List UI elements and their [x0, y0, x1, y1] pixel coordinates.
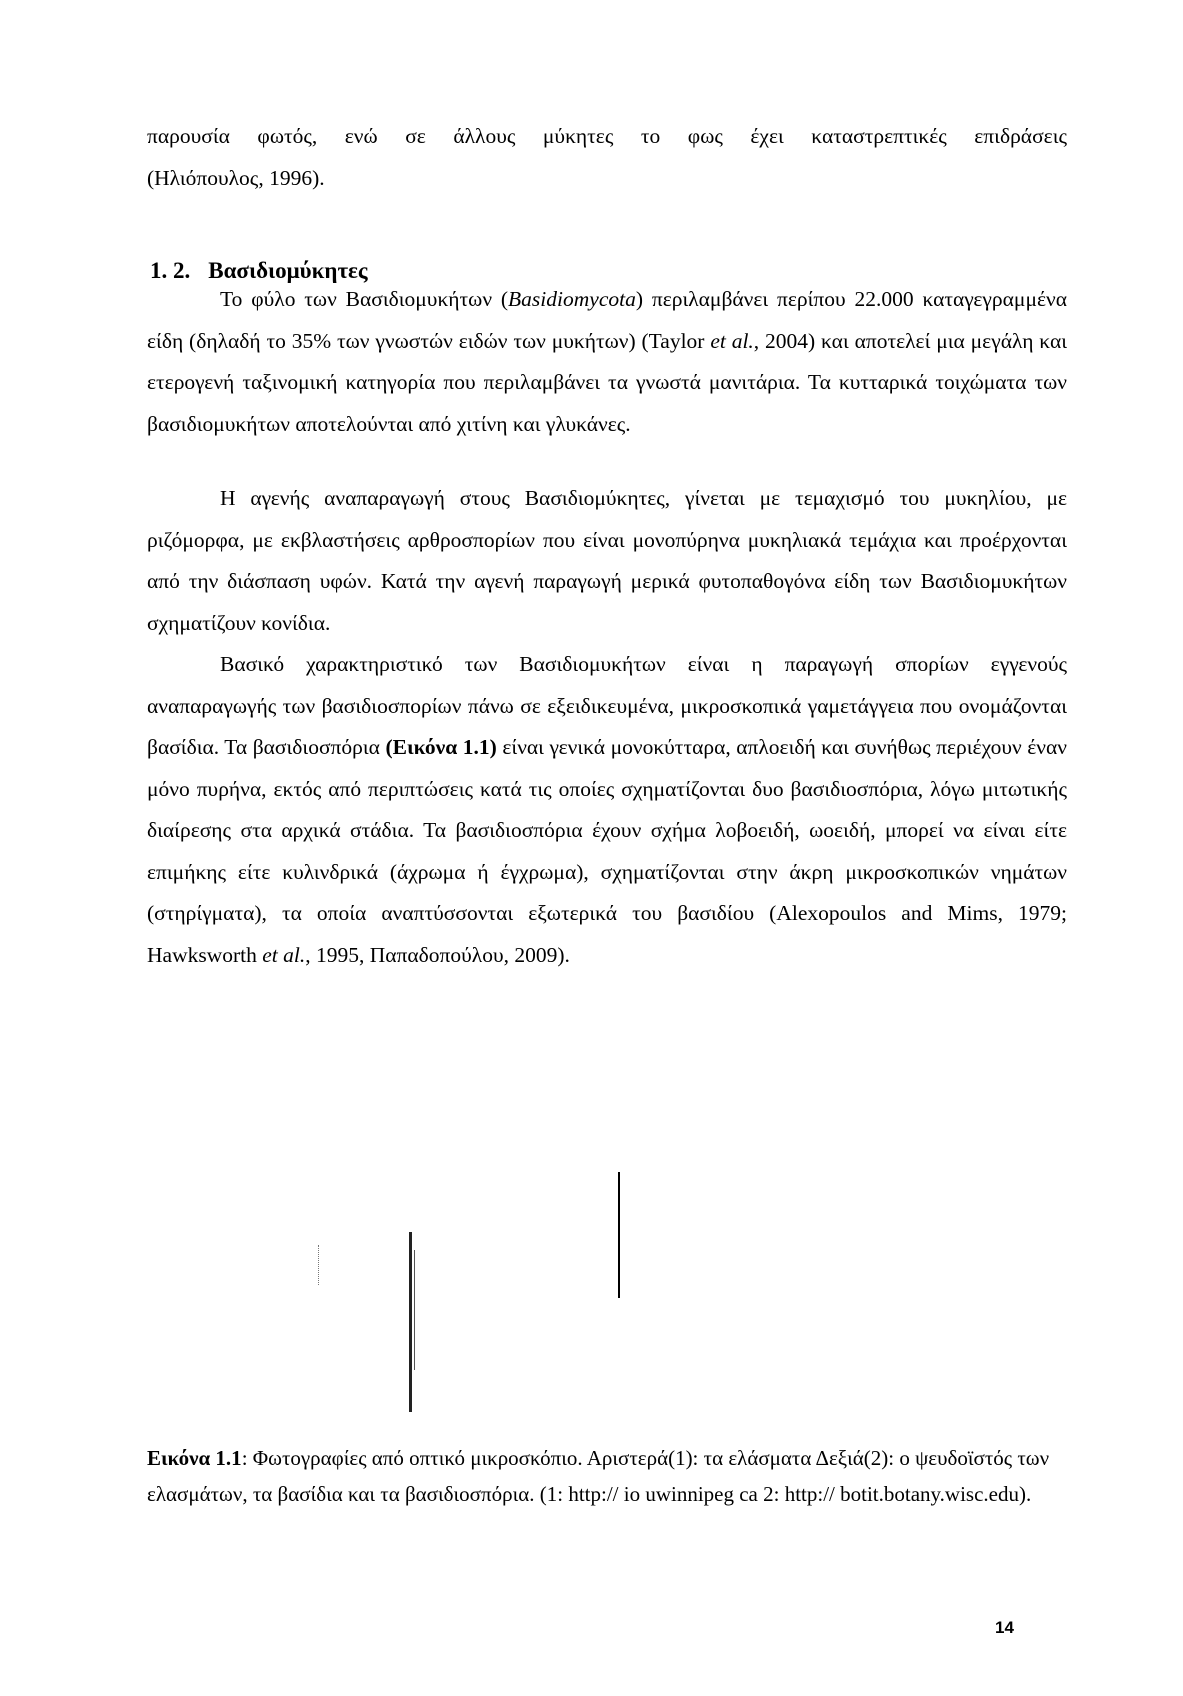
- caption-text: : Φωτογραφίες από οπτικό μικροσκόπιο. Αριστερά(1): τα ελάσματα Δεξιά(2): ο ψευδοϊστός των ελασμάτων, τα βασίδια και τα βασιδιοσπόρια. (1: http:// io uwinnipeg ca 2: http:// botit.botany.wisc.edu).: [147, 1446, 1050, 1506]
- italic-text: Basidiomycota: [508, 287, 636, 311]
- paragraph-line: (Ηλιόπουλος, 1996).: [147, 165, 325, 190]
- text-run: , 2004) και αποτελεί μια μεγάλη και ετερογενή ταξινομική κατηγορία που περιλαμβάνει τα γνωστά μανιτάρια. Τα κυτταρικά τοιχώματα των βασιδιομυκήτων αποτελούνται από χιτίνη και γλυκάνες.: [147, 328, 1067, 436]
- text-run: είναι γενικά μονοκύτταρα, απλοειδή και συνήθως περιέχουν έναν μόνο πυρήνα, εκτός από περιπτώσεις κατά τις οποίες σχηματίζονται δυο βασιδιοσπόρια, λόγω μιτωτικής διαίρεσης στα αρχικά στάδια. Τα βασιδιοσπόρια έχουν σχήμα λοβοειδή, ωοειδή, μπορεί να είναι είτε επιμήκης είτε κυλινδρικά (άχρωμα ή έγχρωμα), σχηματίζονται στην άκρη μικροσκοπικών νημάτων (στηρίγματα), τα οποία αναπτύσσονται εξωτερικά του βασιδίου (Alexopoulos and Mims, 1979; Hawksworth: [147, 735, 1068, 967]
- paragraph-asexual-reproduction: [147, 478, 1067, 644]
- text-run: Βασικό χαρακτηριστικό των Βασιδιομυκήτων είναι η παραγωγή σπορίων εγγενούς αναπαραγωγής των βασιδιοσπορίων πάνω σε εξειδικευμένα, μικροσκοπικά γαμετάγγεια που ονομάζονται βασίδια. Τα βασιδιοσπόρια: [147, 652, 1067, 759]
- paragraph-basidiomycota-intro: [147, 279, 1067, 445]
- italic-text: et al.: [262, 942, 306, 967]
- figure-artifact: [409, 1232, 412, 1412]
- text-run: ) περιλαμβάνει περίπου 22.000 καταγεγραμμένα είδη (δηλαδή το 35% των γνωστών ειδών των μυκήτων) (Taylor: [147, 287, 1067, 353]
- paragraph-line: παρουσία φωτός, ενώ σε άλλους μύκητες το φως έχει καταστρεπτικές επιδράσεις: [147, 124, 1067, 148]
- page-number: 14: [995, 1618, 1014, 1637]
- text-run: Η αγενής αναπαραγωγή στους Βασιδιομύκητες, γίνεται με τεμαχισμό του μυκηλίου, με ριζόμορφα, με εκβλαστήσεις αρθροσπορίων που είναι μονοπύρηνα μυκηλιακά τεμάχια και προέρχονται από την διάσπαση υφών. Κατά την αγενή παραγωγή μερικά φυτοπαθογόνα είδη των Βασιδιομυκήτων σχηματίζουν κονίδια.: [147, 486, 1067, 635]
- paragraph-continued: [147, 116, 1067, 199]
- text-run: Το φύλο των Βασιδιομυκήτων (: [220, 287, 509, 311]
- figure-artifact: [414, 1250, 415, 1370]
- paragraph-basidiospores: [147, 644, 1067, 976]
- section-title: Βασιδιομύκητες: [208, 258, 368, 283]
- figure-artifact: [618, 1172, 620, 1298]
- caption-label: Εικόνα 1.1: [147, 1446, 242, 1470]
- italic-text: et al.: [710, 328, 754, 353]
- figure-reference: (Εικόνα 1.1): [385, 735, 497, 759]
- figure-microscope-photos: [300, 1160, 800, 1430]
- figure-caption: [147, 1440, 1082, 1512]
- figure-artifact: [318, 1245, 320, 1285]
- text-run: , 1995, Παπαδοπούλου, 2009).: [305, 942, 570, 967]
- section-number: 1. 2.: [150, 258, 191, 283]
